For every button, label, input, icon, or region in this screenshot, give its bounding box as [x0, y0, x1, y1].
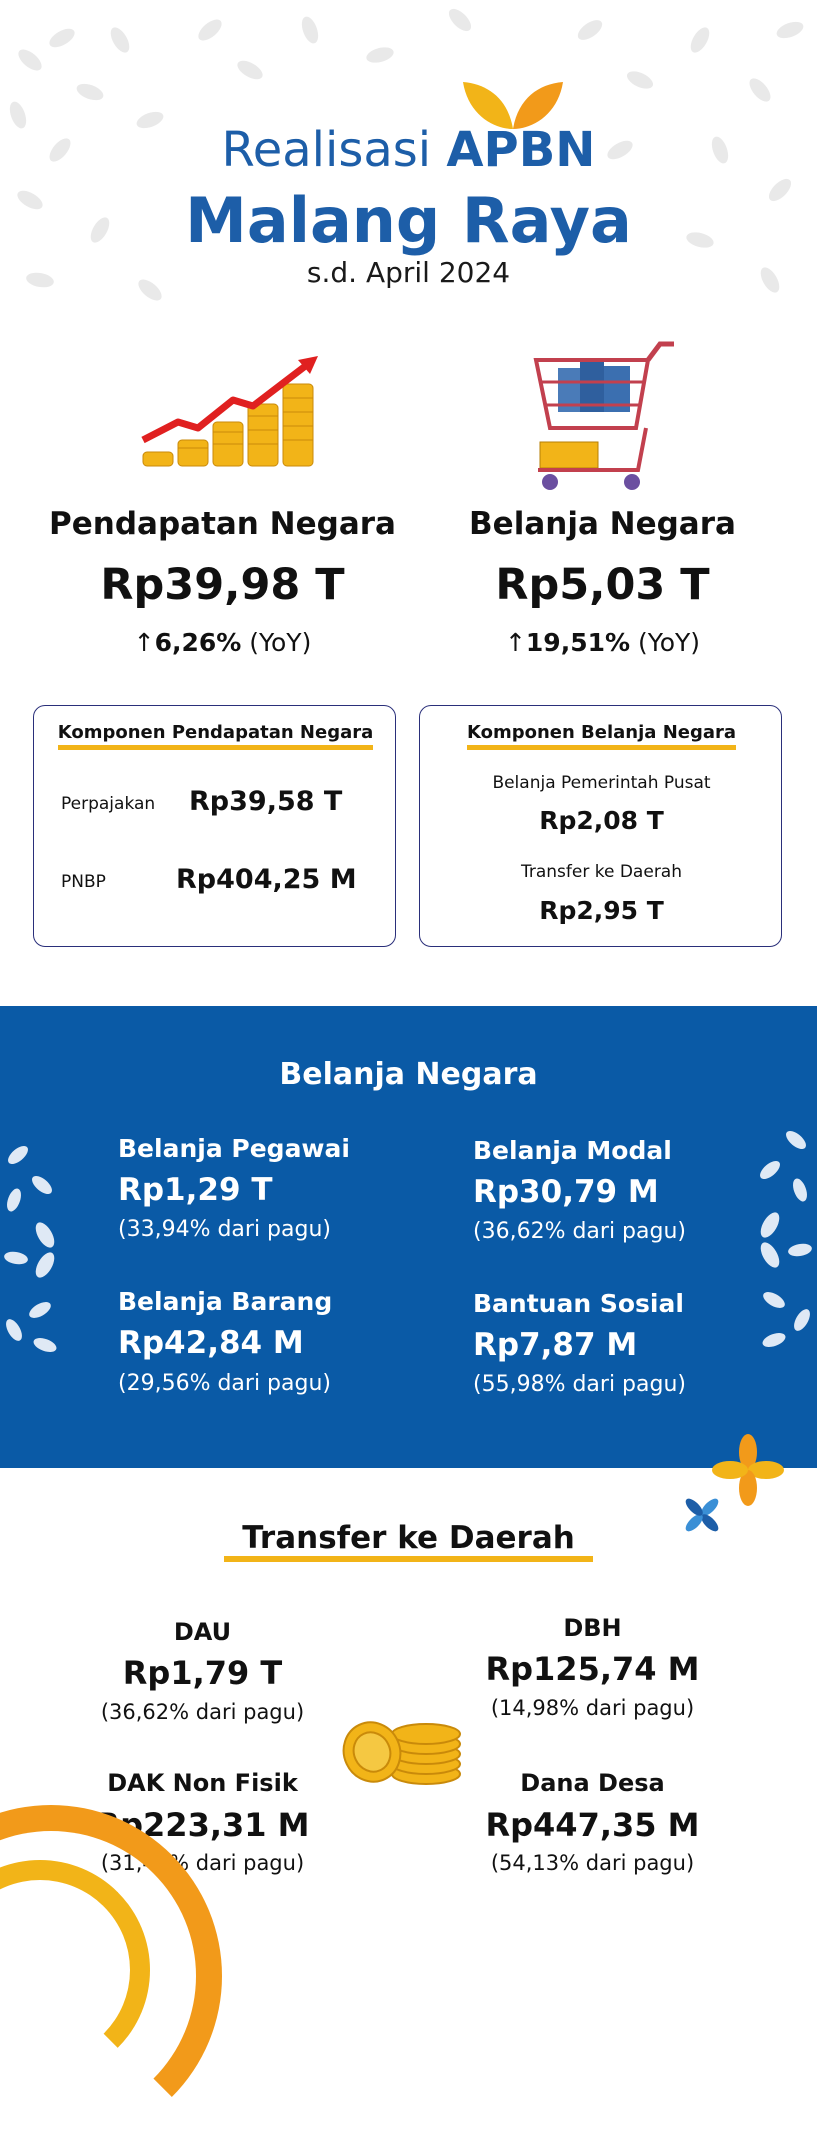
pnbp-value: Rp404,25 M: [176, 864, 357, 895]
dana-desa-pagu: (54,13% dari pagu): [490, 1851, 695, 1875]
belanja-pusat-value: Rp2,08 T: [539, 806, 664, 835]
belanja-pusat-label: Belanja Pemerintah Pusat: [492, 773, 711, 793]
shopping-cart-icon: [528, 340, 678, 495]
arrow-up-icon: ↑: [133, 628, 155, 657]
belanja-modal-pagu: (36,62% dari pagu): [473, 1219, 686, 1244]
dbh-name: DBH: [563, 1614, 622, 1642]
komponen-belanja-title: Komponen Belanja Negara: [467, 722, 736, 750]
transfer-section-header: [0, 1520, 817, 1556]
belanja-negara-section-title: Belanja Negara: [279, 1057, 538, 1092]
transfer-daerah-label: Transfer ke Daerah: [520, 862, 682, 882]
belanja-barang-name: Belanja Barang: [118, 1287, 333, 1316]
arrow-up-icon: ↑: [504, 628, 526, 657]
bantuan-sosial-value: Rp7,87 M: [473, 1327, 638, 1363]
belanja-pegawai-pagu: (33,94% dari pagu): [118, 1217, 331, 1242]
decorative-petal-left: [0, 1140, 70, 1370]
pendapatan-growth-value: 6,26%: [154, 628, 242, 657]
belanja-modal-name: Belanja Modal: [473, 1136, 672, 1165]
belanja-growth: [425, 628, 780, 657]
belanja-heading: Belanja Negara: [469, 506, 736, 542]
title-prefix: Realisasi: [221, 122, 432, 178]
transfer-daerah-value: Rp2,95 T: [539, 896, 664, 925]
pendapatan-growth: [40, 628, 405, 657]
dak-non-fisik-value: Rp223,31 M: [95, 1806, 310, 1844]
komponen-pendapatan-title: Komponen Pendapatan Negara: [58, 722, 374, 750]
dana-desa-value: Rp447,35 M: [485, 1806, 700, 1844]
page-title-line-2: Malang Raya: [185, 184, 632, 257]
belanja-growth-suffix: (YoY): [638, 628, 701, 657]
dau-name: DAU: [173, 1618, 232, 1646]
perpajakan-value: Rp39,58 T: [189, 786, 343, 817]
komponen-pendapatan-card: [33, 705, 396, 947]
decorative-petal-right: [748, 1125, 817, 1365]
perpajakan-label: Perpajakan: [61, 794, 156, 814]
dbh-pagu: (14,98% dari pagu): [490, 1696, 695, 1720]
coins-growth-chart-icon: [138, 352, 328, 472]
dau-pagu: (36,62% dari pagu): [100, 1700, 305, 1724]
title-emphasis: APBN: [446, 122, 596, 178]
dbh-value: Rp125,74 M: [485, 1650, 700, 1688]
belanja-growth-value: 19,51%: [525, 628, 631, 657]
pendapatan-value: Rp39,98 T: [100, 560, 345, 610]
period-subtitle: s.d. April 2024: [306, 256, 511, 289]
dak-non-fisik-name: DAK Non Fisik: [107, 1769, 298, 1797]
transfer-section-title: Transfer ke Daerah: [224, 1520, 593, 1562]
page-title-line-1: [0, 122, 817, 178]
pnbp-label: PNBP: [61, 872, 106, 892]
belanja-modal-value: Rp30,79 M: [473, 1174, 659, 1210]
bantuan-sosial-name: Bantuan Sosial: [473, 1289, 684, 1318]
pendapatan-growth-suffix: (YoY): [249, 628, 312, 657]
bantuan-sosial-pagu: (55,98% dari pagu): [473, 1372, 686, 1397]
belanja-barang-value: Rp42,84 M: [118, 1325, 304, 1361]
decorative-petal-pattern: [0, 0, 817, 360]
dana-desa-name: Dana Desa: [520, 1769, 665, 1797]
pendapatan-heading: Pendapatan Negara: [49, 506, 396, 542]
belanja-pegawai-value: Rp1,29 T: [118, 1172, 273, 1208]
dak-non-fisik-pagu: (31,49% dari pagu): [100, 1851, 305, 1875]
dau-value: Rp1,79 T: [122, 1654, 283, 1692]
belanja-pegawai-name: Belanja Pegawai: [118, 1134, 350, 1163]
komponen-belanja-card: [419, 705, 782, 947]
belanja-value: Rp5,03 T: [495, 560, 710, 610]
coin-stack-icon: [338, 1716, 466, 1788]
belanja-barang-pagu: (29,56% dari pagu): [118, 1371, 331, 1396]
